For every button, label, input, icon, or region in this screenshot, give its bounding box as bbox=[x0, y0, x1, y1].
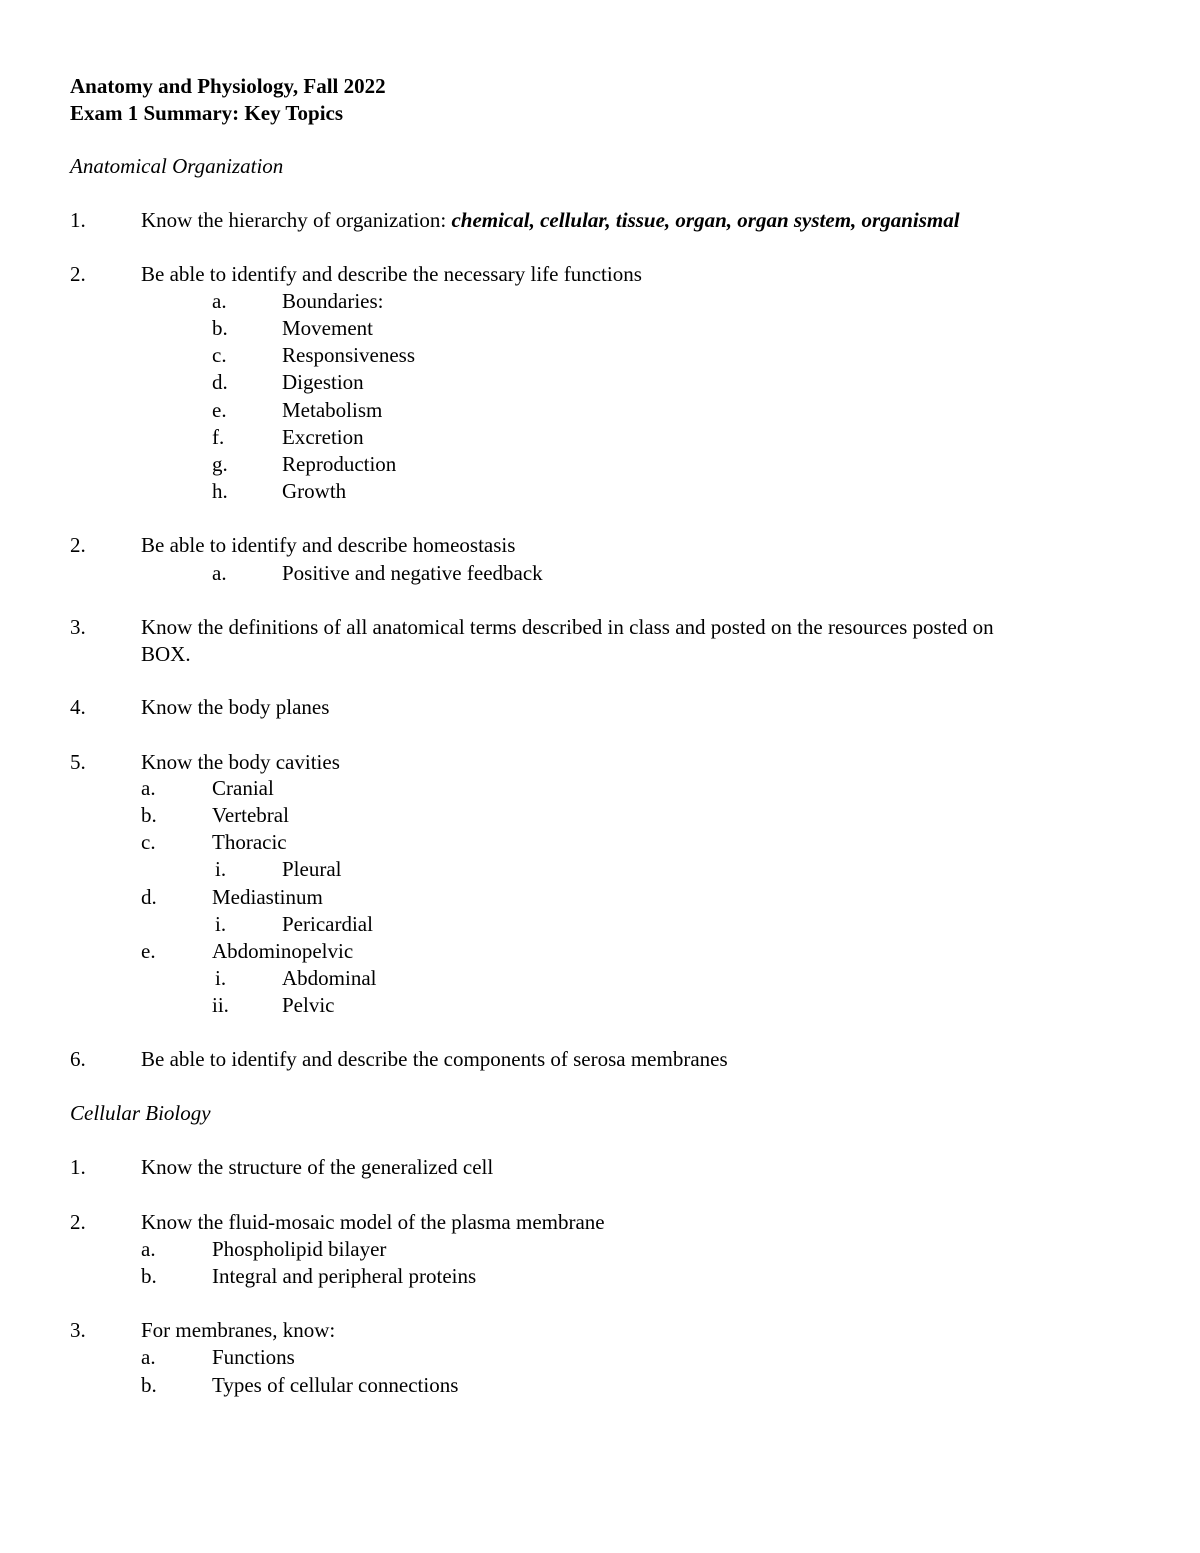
sub-item-text: Abdominopelvic bbox=[212, 939, 354, 963]
sub-item-marker: b. bbox=[212, 316, 228, 340]
item-text: BOX. bbox=[141, 642, 191, 666]
sub-item-marker: b. bbox=[141, 1373, 157, 1397]
item-number: 6. bbox=[70, 1047, 86, 1071]
sub-item-marker: b. bbox=[141, 803, 157, 827]
sub-item-text: Reproduction bbox=[282, 452, 397, 476]
sub-item-text: Pericardial bbox=[282, 912, 373, 936]
sub-item-text: Cranial bbox=[212, 776, 274, 800]
item-number: 3. bbox=[70, 1318, 86, 1342]
item-text: Be able to identify and describe homeostasis bbox=[141, 533, 516, 557]
document-title: Anatomy and Physiology, Fall 2022 bbox=[70, 74, 386, 98]
item-number: 2. bbox=[70, 1210, 86, 1234]
sub-item-marker: d. bbox=[141, 885, 157, 909]
sub-item-marker: a. bbox=[141, 776, 156, 800]
sub-item-text: Pleural bbox=[282, 857, 342, 881]
sub-item-marker: g. bbox=[212, 452, 228, 476]
sub-item-marker: ii. bbox=[212, 993, 229, 1017]
sub-item-text: Thoracic bbox=[212, 830, 287, 854]
sub-item-marker: a. bbox=[212, 289, 227, 313]
document-subtitle: Exam 1 Summary: Key Topics bbox=[70, 101, 344, 125]
sub-item-text: Mediastinum bbox=[212, 885, 323, 909]
sub-item-text: Movement bbox=[282, 316, 373, 340]
item-number: 3. bbox=[70, 615, 86, 639]
item-number: 5. bbox=[70, 750, 86, 774]
item-text: Know the definitions of all anatomical terms described in class and posted on the resources posted on bbox=[141, 615, 994, 639]
item-number: 1. bbox=[70, 1155, 86, 1179]
sub-item-text: Boundaries: bbox=[282, 289, 384, 313]
sub-item-text: Pelvic bbox=[282, 993, 335, 1017]
item-number: 2. bbox=[70, 262, 86, 286]
sub-item-marker: h. bbox=[212, 479, 228, 503]
item-text: Know the body cavities bbox=[141, 750, 340, 774]
sub-item-text: Digestion bbox=[282, 370, 364, 394]
sub-item-text: Vertebral bbox=[212, 803, 289, 827]
sub-item-text: Abdominal bbox=[282, 966, 377, 990]
sub-item-marker: i. bbox=[215, 857, 227, 881]
sub-item-marker: e. bbox=[141, 939, 156, 963]
sub-item-marker: b. bbox=[141, 1264, 157, 1288]
item-number: 4. bbox=[70, 695, 86, 719]
item-text bbox=[141, 207, 960, 234]
item-text: Know the body planes bbox=[141, 695, 330, 719]
item-number: 1. bbox=[70, 208, 86, 232]
item-text-emphasis: chemical, cellular, tissue, organ, organ system, organismal bbox=[451, 208, 960, 232]
section-heading-anatomical: Anatomical Organization bbox=[70, 154, 284, 178]
item-text: Know the structure of the generalized cell bbox=[141, 1155, 494, 1179]
sub-item-text: Functions bbox=[212, 1345, 295, 1369]
item-number: 2. bbox=[70, 533, 86, 557]
sub-item-marker: d. bbox=[212, 370, 228, 394]
section-heading-cellular: Cellular Biology bbox=[70, 1101, 211, 1125]
item-text: Be able to identify and describe the necessary life functions bbox=[141, 262, 642, 286]
sub-item-marker: i. bbox=[215, 912, 227, 936]
sub-item-marker: a. bbox=[141, 1237, 156, 1261]
sub-item-marker: i. bbox=[215, 966, 227, 990]
sub-item-marker: a. bbox=[212, 561, 227, 585]
sub-item-text: Responsiveness bbox=[282, 343, 415, 367]
sub-item-marker: c. bbox=[212, 343, 227, 367]
sub-item-text: Integral and peripheral proteins bbox=[212, 1264, 477, 1288]
sub-item-text: Growth bbox=[282, 479, 347, 503]
sub-item-text: Phospholipid bilayer bbox=[212, 1237, 387, 1261]
item-text-lead: Know the hierarchy of organization: bbox=[141, 208, 452, 232]
sub-item-marker: f. bbox=[212, 425, 225, 449]
sub-item-text: Types of cellular connections bbox=[212, 1373, 459, 1397]
sub-item-marker: c. bbox=[141, 830, 156, 854]
sub-item-marker: a. bbox=[141, 1345, 156, 1369]
sub-item-text: Positive and negative feedback bbox=[282, 561, 543, 585]
item-text: Be able to identify and describe the components of serosa membranes bbox=[141, 1047, 728, 1071]
item-text: For membranes, know: bbox=[141, 1318, 336, 1342]
item-text: Know the fluid-mosaic model of the plasma membrane bbox=[141, 1210, 605, 1234]
sub-item-marker: e. bbox=[212, 398, 227, 422]
sub-item-text: Excretion bbox=[282, 425, 364, 449]
sub-item-text: Metabolism bbox=[282, 398, 383, 422]
